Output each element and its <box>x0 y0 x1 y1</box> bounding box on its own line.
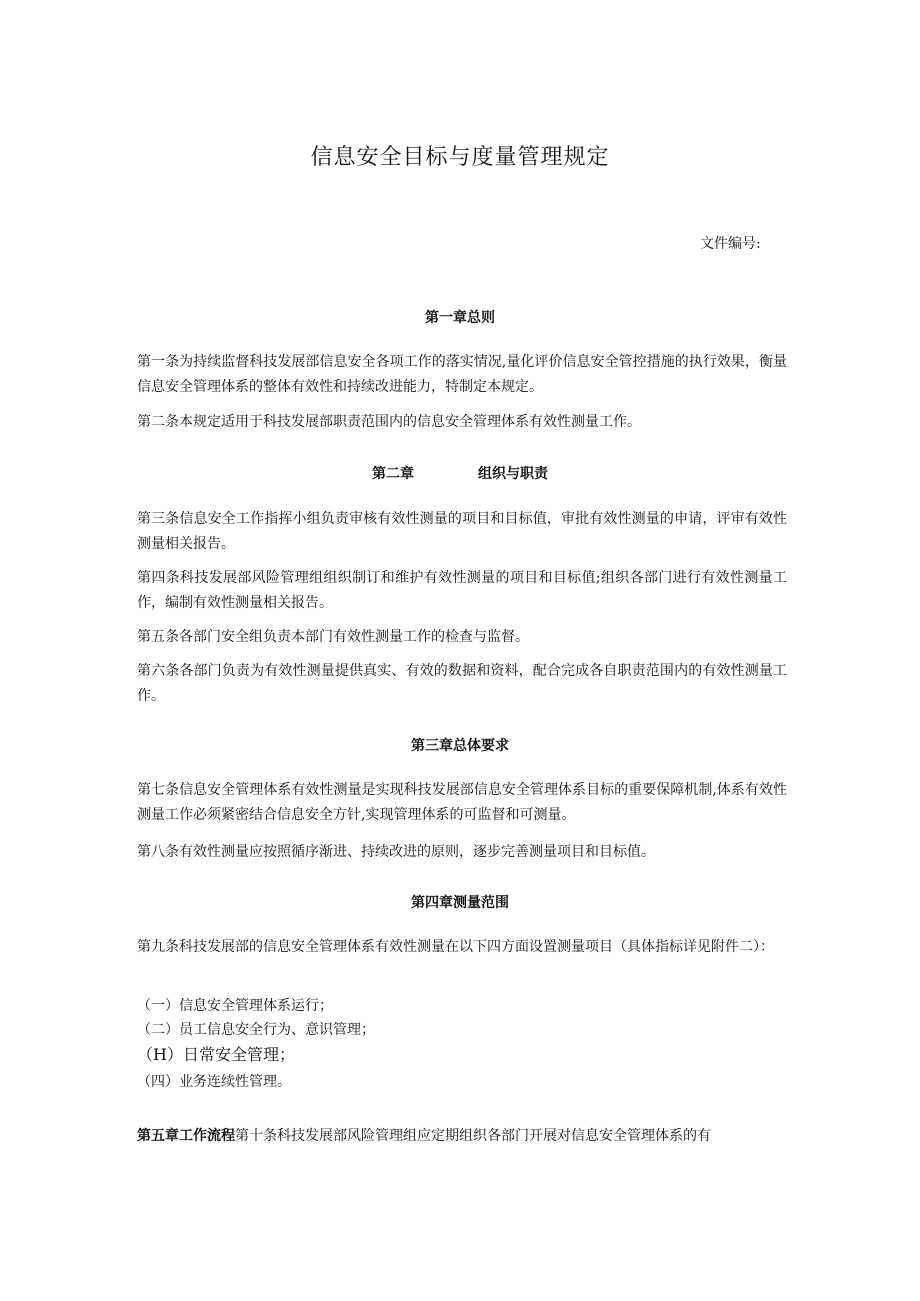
scope-item-4: （四）业务连续性管理。 <box>137 1074 291 1090</box>
article-8: 第八条有效性测量应按照循序渐进、持续改进的原则，逐步完善测量项目和目标值。 <box>137 844 655 860</box>
chapter-5-paragraph <box>137 1124 787 1149</box>
article-7: 第七条信息安全管理体系有效性测量是实现科技发展部信息安全管理体系目标的重要保障机制,体系有效性测量工作必须紧密结合信息安全方针,实现管理体系的可监督和可测量。 <box>137 782 787 823</box>
article-4: 第四条科技发展部风险管理组组织制订和维护有效性测量的项目和目标值;组织各部门进行有效性测量工作，编制有效性测量相关报告。 <box>137 570 787 611</box>
article-2: 第二条本规定适用于科技发展部职责范围内的信息安全管理体系有效性测量工作。 <box>137 414 641 430</box>
chapter-5-heading: 第五章工作流程 <box>137 1128 235 1144</box>
article-6: 第六条各部门负责为有效性测量提供真实、有效的数据和资料，配合完成各自职责范围内的有效性测量工作。 <box>137 663 787 704</box>
document-number-label: 文件编号: <box>700 236 761 252</box>
chapter-2-title: 组织与职责 <box>478 466 548 482</box>
scope-item-2: （二）员工信息安全行为、意识管理； <box>137 1022 375 1038</box>
article-1: 第一条为持续监督科技发展部信息安全各项工作的落实情况,量化评价信息安全管控措施的执行效果，衡量信息安全管理体系的整体有效性和持续改进能力，特制定本规定。 <box>137 354 787 395</box>
chapter-2-heading <box>0 463 920 483</box>
document-title: 信息安全目标与度量管理规定 <box>310 145 610 170</box>
chapter-4-heading: 第四章测量范围 <box>411 895 509 911</box>
chapter-3-heading: 第三章总体要求 <box>411 738 509 754</box>
chapter-1-heading: 第一章总则 <box>425 310 495 326</box>
chapter-2-number: 第二章 <box>372 466 414 482</box>
article-10: 第十条科技发展部风险管理组应定期组织各部门开展对信息安全管理体系的有 <box>235 1128 711 1144</box>
article-9: 第九条科技发展部的信息安全管理体系有效性测量在以下四方面设置测量项目（具体指标详见附件二）： <box>137 939 774 955</box>
article-5: 第五条各部门安全组负责本部门有效性测量工作的检查与监督。 <box>137 629 529 645</box>
scope-item-1: （一）信息安全管理体系运行； <box>137 998 333 1014</box>
scope-item-3: （H）日常安全管理； <box>137 1045 295 1064</box>
article-3: 第三条信息安全工作指挥小组负责审核有效性测量的项目和目标值，审批有效性测量的申请，评审有效性测量相关报告。 <box>137 511 787 552</box>
